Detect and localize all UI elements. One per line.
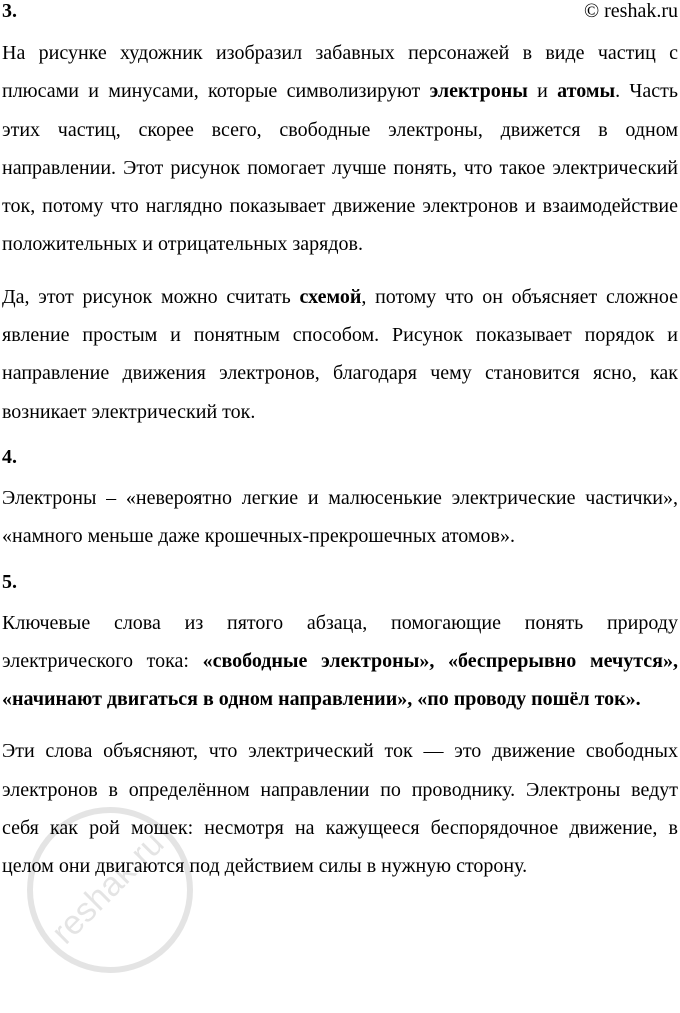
text-run: , потому что он объясняет сложное явление простым и понятным способом. Рисунок показывает порядок и направление движения электронов, благодаря чему становится ясно, как возникает электрический ток. <box>2 285 678 423</box>
section-number-3: 3. <box>2 0 17 22</box>
section4-paragraph-1: Электроны – «невероятно легкие и малюсенькие электрические частички», «намного меньше даже крошечных-прекрошечных атомов». <box>2 486 678 548</box>
section-number-5: 5. <box>2 570 17 593</box>
bold-keywords: «свободные электроны», «беспрерывно мечутся», «начинают двигаться в одном направлении», «по проводу пошёл ток». <box>2 649 679 711</box>
content <box>2 34 678 900</box>
header <box>0 0 680 26</box>
bold-term-electrons: электроны <box>429 80 528 103</box>
section3-paragraph-1 <box>2 34 678 264</box>
section-number-4: 4. <box>2 445 17 468</box>
watermark-text: reshak.ru <box>44 824 172 952</box>
text-run: На рисунке художник изобразил забавных персонажей в виде частиц с плюсами и минусами, которые символизируют <box>2 42 678 103</box>
section3-paragraph-2 <box>2 278 678 431</box>
text-run: Ключевые слова из пятого абзаца, помогающие понять природу электрического тока: <box>2 611 678 672</box>
text-run: . Часть этих частиц, скорее всего, свободные электроны, движется в одном направлении. Этот рисунок помогает лучше понять, что такое электрический ток, потому что наглядно показывает движение электронов и взаимодействие положительных и отрицательных зарядов. <box>2 80 678 256</box>
section5-paragraph-1 <box>2 604 678 719</box>
bold-term-scheme: схемой <box>299 285 362 308</box>
text-run: и <box>527 80 558 103</box>
bold-term-atoms: атомы <box>557 80 616 103</box>
site-label: © reshak.ru <box>583 0 678 22</box>
section5-paragraph-2: Эти слова объясняют, что электрический ток — это движение свободных электронов в определённом направлении по проводнику. Электроны ведут себя как рой мошек: несмотря на кажущееся беспорядочное движение, в целом они двигаются под действием силы в нужную сторону. <box>2 740 678 878</box>
text-run: Да, этот рисунок можно считать <box>2 285 300 308</box>
